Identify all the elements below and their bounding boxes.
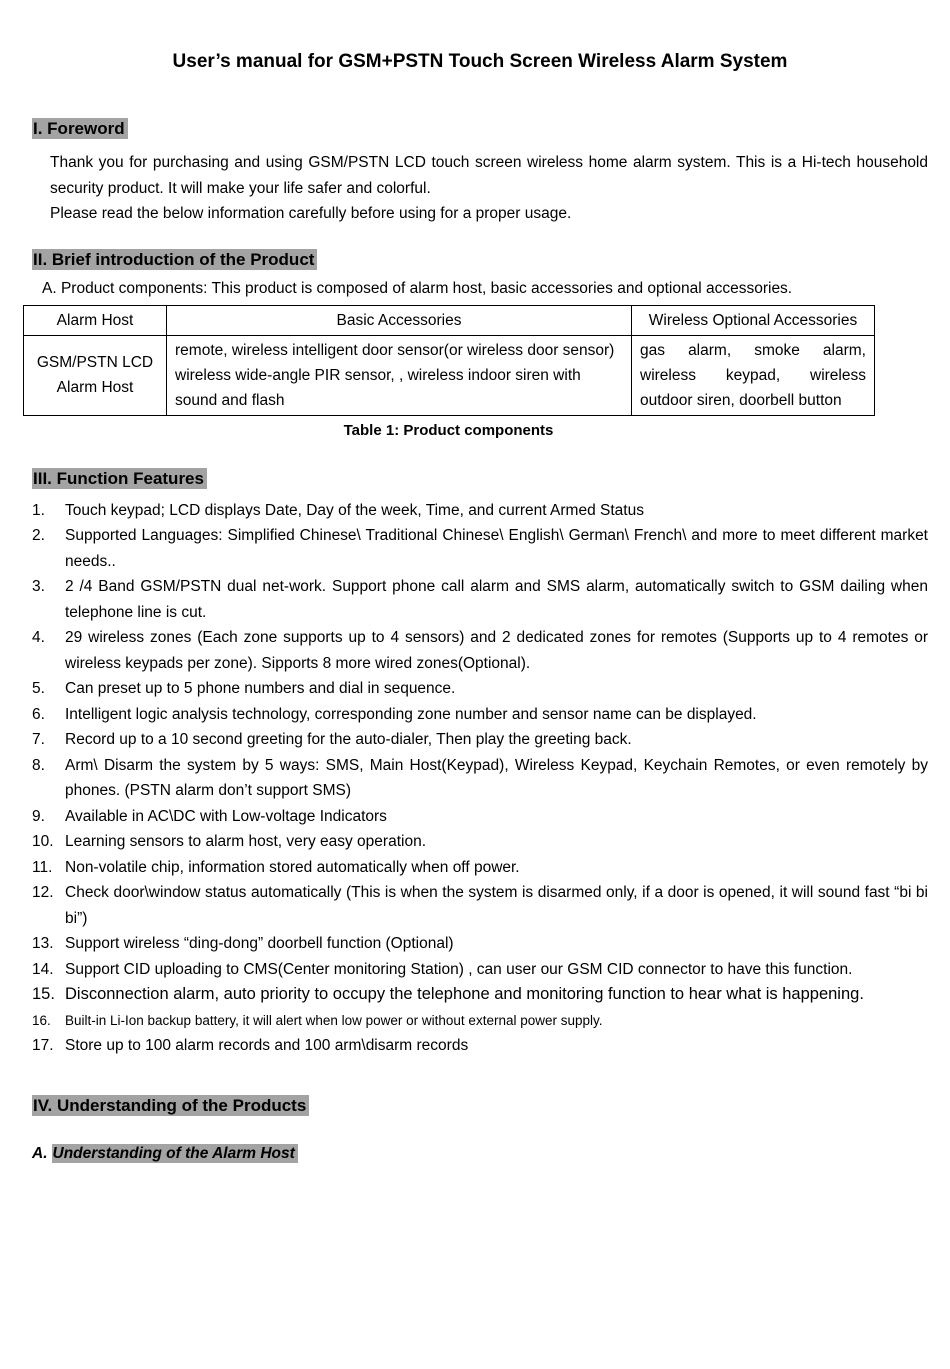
table-caption: Table 1: Product components: [343, 421, 554, 439]
feature-text-4: 29 wireless zones (Each zone supports up to 4 sensors) and 2 dedicated zones for remotes (Supports up to 4 remotes or wireless keypads per zone). Sipports 8 more wired zones(Optional).: [65, 629, 928, 672]
feature-number-14: 14.: [32, 960, 54, 978]
feature-text-15: Disconnection alarm, auto priority to occupy the telephone and monitoring function to hear what is happening.: [65, 985, 864, 1003]
feature-number-5: 5.: [32, 680, 45, 697]
feature-item-10: [32, 829, 928, 855]
feature-text-9: Available in AC\DC with Low-voltage Indicators: [65, 807, 387, 825]
section-heading-function-features: [32, 468, 928, 490]
section-heading-understanding-products-text: IV. Understanding of the Products: [32, 1095, 309, 1116]
feature-item-15: [32, 982, 928, 1008]
product-components-intro: A. Product components: This product is composed of alarm host, basic accessories and optional accessories.: [42, 279, 793, 297]
feature-text-14: Support CID uploading to CMS(Center monitoring Station) , can user our GSM CID connector to have this function.: [65, 960, 853, 978]
features-list: [32, 498, 928, 1059]
feature-item-7: [32, 727, 928, 753]
feature-number-8: 8.: [32, 756, 45, 774]
feature-item-12: [32, 880, 928, 931]
feature-number-12: 12.: [32, 884, 54, 901]
table-header-alarm-host: Alarm Host: [24, 305, 167, 335]
feature-number-11: 11.: [32, 858, 53, 876]
foreword-paragraph-2: Please read the below information carefully before using for a proper usage.: [50, 205, 572, 222]
feature-number-15: 15.: [32, 985, 55, 1003]
subsection-heading-alarm-host: [32, 1143, 928, 1165]
table-cell-alarm-host: GSM/PSTN LCD Alarm Host: [24, 335, 167, 415]
feature-number-2: 2.: [32, 527, 45, 544]
feature-text-17: Store up to 100 alarm records and 100 arm\disarm records: [65, 1037, 469, 1054]
table-header-basic-accessories: Basic Accessories: [167, 305, 632, 335]
feature-item-13: [32, 931, 928, 957]
feature-item-6: [32, 702, 928, 728]
feature-text-1: Touch keypad; LCD displays Date, Day of the week, Time, and current Armed Status: [65, 501, 644, 519]
feature-item-17: [32, 1033, 928, 1059]
feature-item-9: [32, 804, 928, 830]
feature-text-7: Record up to a 10 second greeting for the auto-dialer, Then play the greeting back.: [65, 731, 632, 748]
feature-text-2: Supported Languages: Simplified Chinese\ Traditional Chinese\ English\ German\ French\ and more to meet different market needs..: [65, 527, 928, 570]
feature-number-9: 9.: [32, 807, 45, 825]
section-heading-brief-introduction-text: II. Brief introduction of the Product: [32, 249, 317, 270]
section-heading-function-features-text: III. Function Features: [32, 468, 207, 489]
feature-text-12: Check door\window status automatically (This is when the system is disarmed only, if a door is opened, it will sound fast “bi bi bi”): [65, 884, 928, 927]
feature-item-16: [32, 1008, 928, 1034]
feature-number-10: 10.: [32, 833, 54, 850]
section-heading-brief-introduction: [32, 249, 928, 271]
table-cell-wireless-optional-accessories: gas alarm, smoke alarm, wireless keypad, wireless outdoor siren, doorbell button: [632, 335, 875, 415]
feature-text-10: Learning sensors to alarm host, very easy operation.: [65, 833, 426, 850]
subsection-heading-alarm-host-text: Understanding of the Alarm Host: [52, 1144, 298, 1163]
foreword-paragraph-1: Thank you for purchasing and using GSM/PSTN LCD touch screen wireless home alarm system. This is a Hi-tech household security product. It will make your life safer and colorful.: [50, 154, 928, 197]
product-components-table: [23, 305, 875, 416]
section-heading-foreword: [32, 118, 928, 140]
table-row: [24, 335, 875, 415]
feature-item-3: [32, 574, 928, 625]
feature-number-4: 4.: [32, 629, 45, 646]
feature-item-2: [32, 523, 928, 574]
feature-number-7: 7.: [32, 731, 45, 748]
feature-item-1: [32, 498, 928, 524]
feature-item-4: [32, 625, 928, 676]
feature-item-14: [32, 957, 928, 983]
table-header-row: [24, 305, 875, 335]
feature-number-17: 17.: [32, 1037, 54, 1054]
table-cell-basic-accessories: remote, wireless intelligent door sensor(or wireless door sensor) wireless wide-angle PIR sensor, , wireless indoor siren with sound and flash: [167, 335, 632, 415]
feature-text-11: Non-volatile chip, information stored automatically when off power.: [65, 858, 520, 876]
feature-text-13: Support wireless “ding-dong” doorbell function (Optional): [65, 935, 454, 952]
feature-text-5: Can preset up to 5 phone numbers and dial in sequence.: [65, 680, 456, 697]
feature-number-16: 16.: [32, 1012, 51, 1028]
feature-text-16: Built-in Li-Ion backup battery, it will alert when low power or without external power supply.: [65, 1012, 603, 1028]
section-heading-foreword-text: I. Foreword: [32, 118, 128, 139]
feature-number-3: 3.: [32, 578, 45, 595]
feature-item-5: [32, 676, 928, 702]
document-title: User’s manual for GSM+PSTN Touch Screen Wireless Alarm System: [172, 51, 788, 72]
feature-text-8: Arm\ Disarm the system by 5 ways: SMS, Main Host(Keypad), Wireless Keypad, Keychain Remotes, or even remotely by phones. (PSTN alarm don’t support SMS): [65, 756, 928, 799]
feature-item-11: [32, 855, 928, 881]
subsection-prefix: A.: [32, 1144, 48, 1162]
feature-number-13: 13.: [32, 935, 54, 952]
section-heading-understanding-products: [32, 1095, 928, 1117]
feature-number-6: 6.: [32, 705, 45, 723]
feature-item-8: [32, 753, 928, 804]
table-header-wireless-optional-accessories: Wireless Optional Accessories: [632, 305, 875, 335]
feature-text-6: Intelligent logic analysis technology, corresponding zone number and sensor name can be displayed.: [65, 705, 757, 723]
feature-text-3: 2 /4 Band GSM/PSTN dual net-work. Support phone call alarm and SMS alarm, automatically switch to GSM dailing when telephone line is cut.: [65, 578, 928, 621]
feature-number-1: 1.: [32, 501, 45, 519]
